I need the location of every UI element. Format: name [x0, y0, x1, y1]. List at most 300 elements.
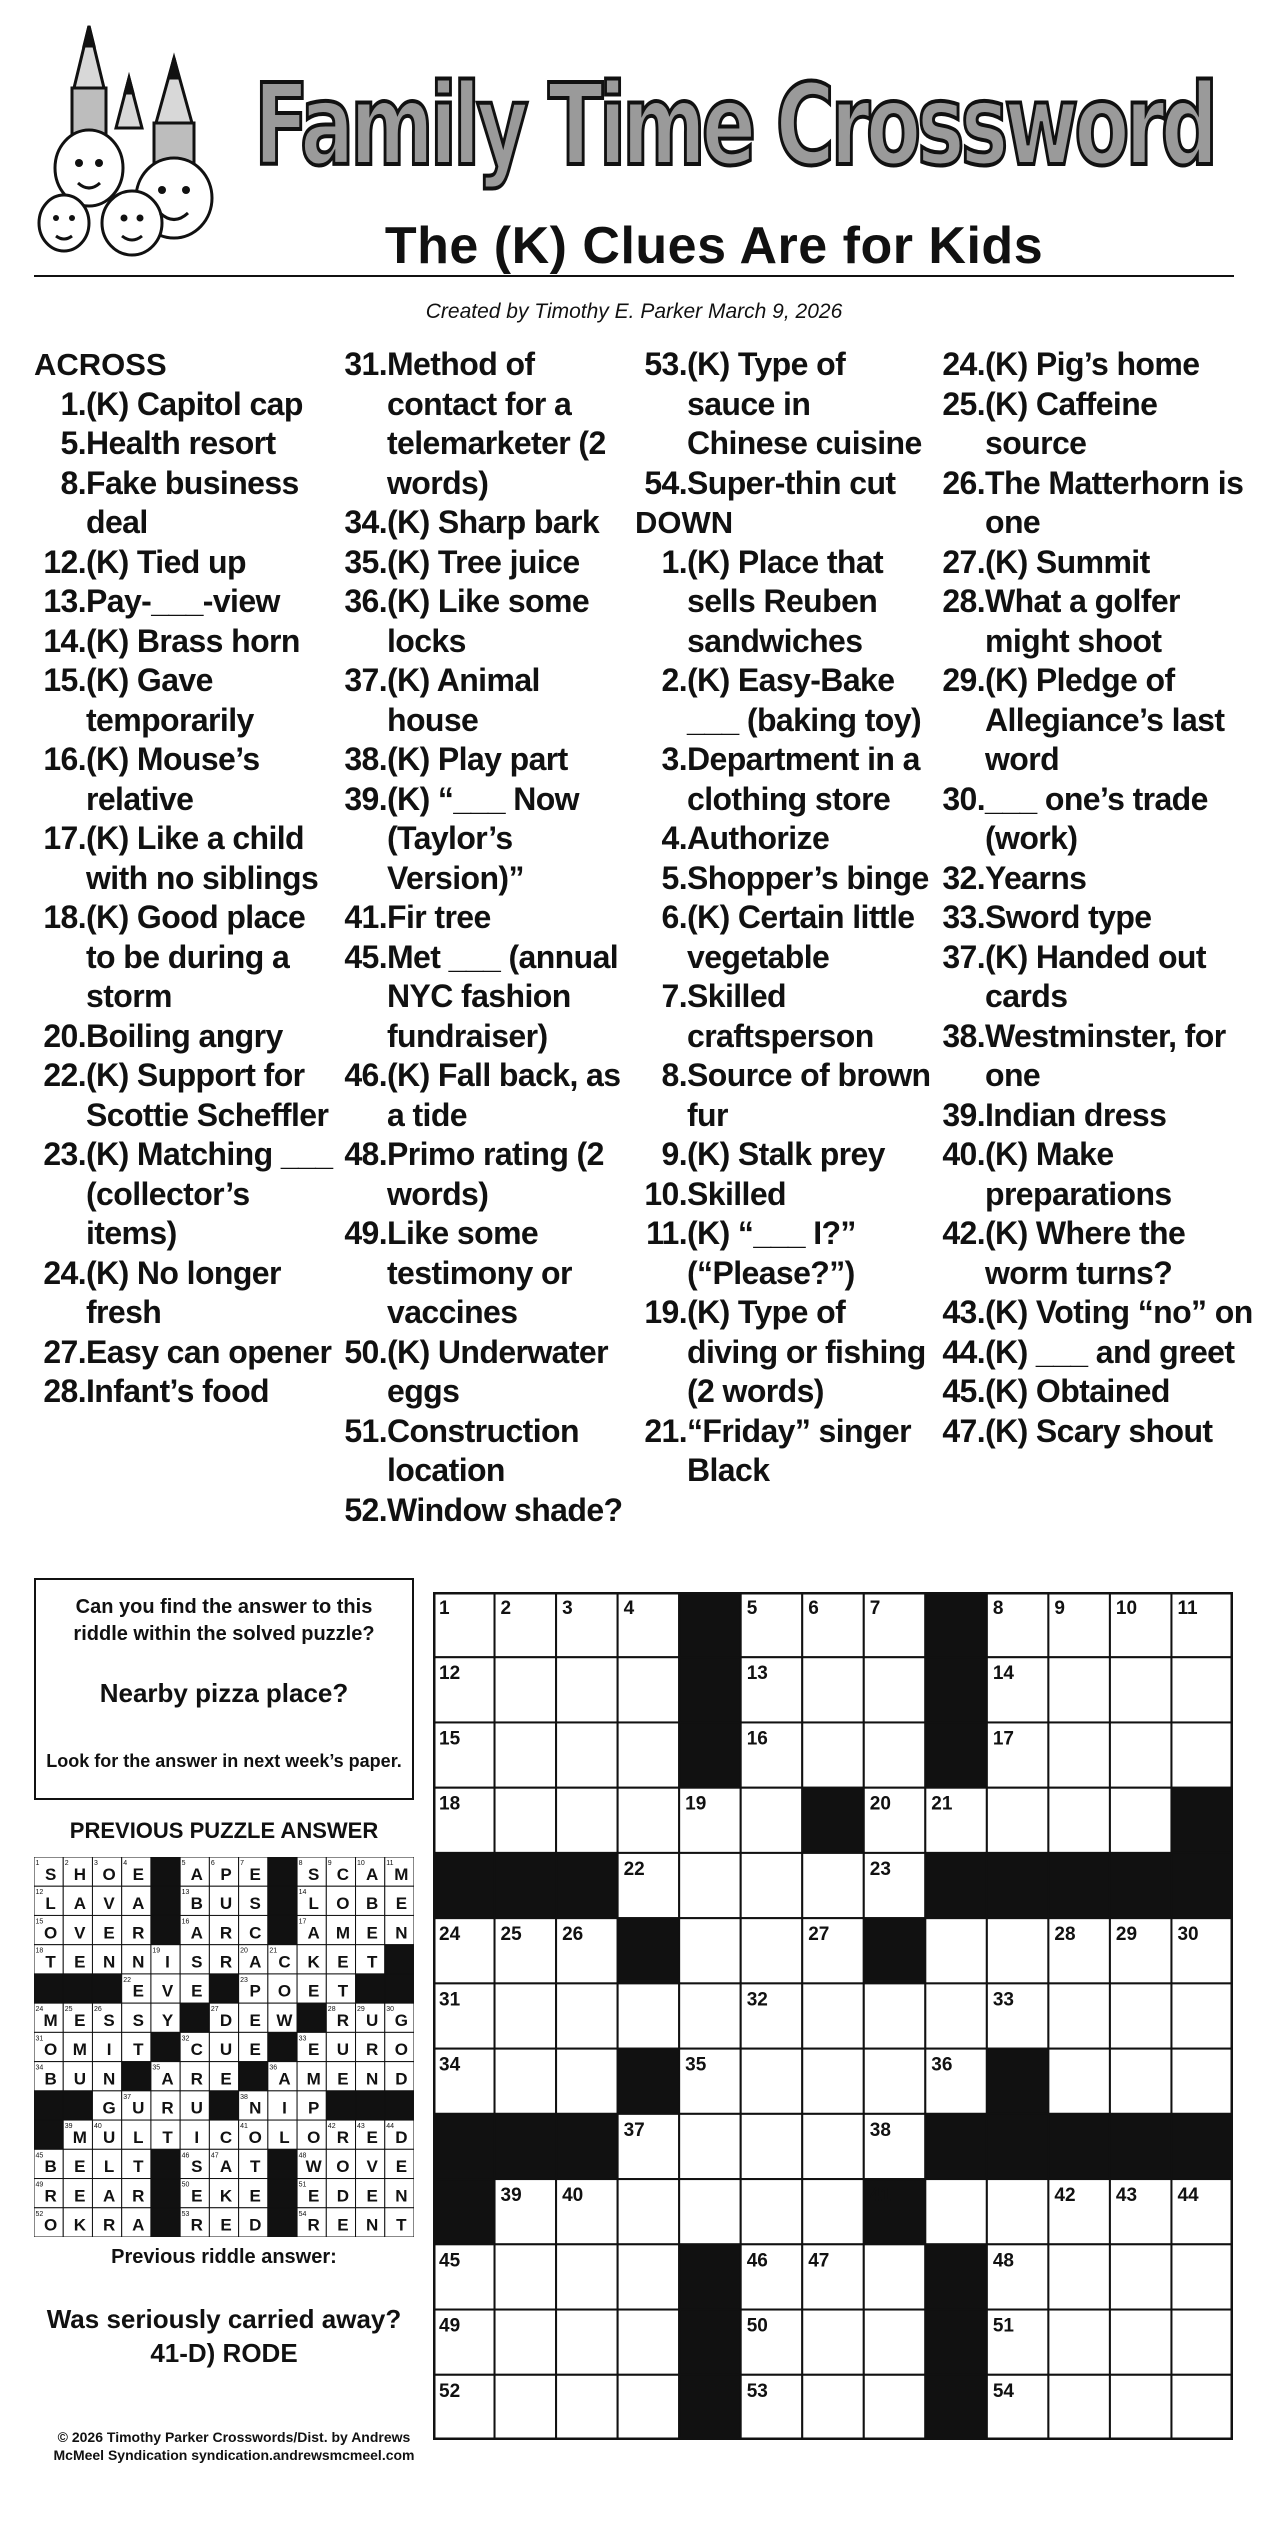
black-square [1110, 1853, 1172, 1918]
answer-letter: U [219, 2040, 233, 2060]
clue-number: 36. [344, 583, 387, 619]
answer-letter: E [191, 1981, 203, 2001]
grid-cell[interactable] [864, 1722, 926, 1787]
clue-number: 48. [344, 1136, 387, 1172]
clue [635, 1412, 935, 1491]
clue [933, 1096, 1253, 1136]
answer-letter: E [249, 2040, 261, 2060]
answer-letter: R [161, 2098, 174, 2118]
answer-black-square [268, 2149, 297, 2178]
black-square [679, 1657, 741, 1722]
answer-letter: E [395, 2157, 408, 2177]
grid-cell[interactable] [495, 2375, 557, 2440]
clue-text: Primo rating (2 words) [387, 1136, 604, 1212]
cell-number: 10 [1115, 1598, 1138, 1619]
clue-text: (K) Type of sauce in Chinese cuisine [687, 346, 922, 461]
answer-letter: Y [161, 2010, 174, 2030]
black-square [433, 1853, 495, 1918]
answer-cell-number: 53 [181, 2210, 190, 2218]
clue-text: Fir tree [387, 899, 491, 935]
clue-number: 51. [344, 1412, 387, 1449]
grid-cell[interactable] [1048, 1788, 1110, 1853]
cell-number: 49 [439, 2315, 461, 2337]
cell-number: 3 [562, 1598, 573, 1619]
answer-letter: D [336, 2186, 350, 2206]
clue-text: (K) Certain little vegetable [687, 899, 915, 975]
black-square [1110, 2114, 1172, 2179]
clue-text: (K) Pledge of Allegiance’s last word [985, 662, 1225, 777]
answer-letter: A [73, 1894, 86, 1914]
grid-cell[interactable] [618, 2375, 680, 2440]
grid-cell[interactable] [679, 1918, 741, 1983]
answer-cell-number: 20 [240, 1947, 248, 1955]
clue-text: Westminster, for one [985, 1017, 1226, 1093]
grid-cell[interactable] [1110, 2244, 1172, 2309]
clue-number: 42. [942, 1215, 985, 1251]
answer-letter: E [249, 2186, 261, 2206]
grid-cell[interactable] [556, 2049, 618, 2114]
byline: Created by Timothy E. Parker March 9, 2026 [425, 300, 843, 323]
answer-black-square [268, 1915, 297, 1944]
answer-letter: O [336, 1894, 350, 1914]
grid-cell[interactable] [556, 2244, 618, 2309]
answer-black-square [385, 1945, 414, 1974]
clue [34, 1254, 334, 1333]
riddle-text: Nearby pizza place? [99, 1678, 349, 1708]
grid-cell[interactable] [1171, 2049, 1233, 2114]
previous-riddle [34, 2302, 414, 2370]
clue [34, 543, 334, 583]
clue-number: 26. [942, 464, 985, 501]
clue-text: (K) Sharp bark [387, 504, 600, 540]
clue-number: 6. [661, 899, 687, 935]
grid-cell[interactable] [1110, 1983, 1172, 2048]
previous-answer-grid [34, 1857, 414, 2237]
grid-cell[interactable] [864, 2244, 926, 2309]
clue-text: The Matterhorn is one [985, 464, 1244, 540]
answer-cell-number: 3 [93, 1860, 98, 1867]
answer-cell-number: 43 [357, 2123, 365, 2131]
cell-number: 34 [439, 2054, 461, 2076]
clue-text: Source of brown fur [687, 1057, 931, 1133]
grid-cell[interactable] [802, 2049, 864, 2114]
clue-text: (K) Support for Scottie Scheffler [86, 1057, 329, 1133]
black-square [1171, 1853, 1233, 1918]
clue-number: 1. [661, 543, 687, 580]
clue-text: Fake business deal [86, 464, 299, 540]
clue [933, 1412, 1253, 1452]
answer-cell-number: 12 [35, 1889, 44, 1897]
grid-cell[interactable] [741, 2049, 803, 2114]
answer-cell-number: 38 [240, 2093, 248, 2101]
clue [933, 1333, 1253, 1373]
grid-cell[interactable] [556, 1983, 618, 2048]
grid-cell[interactable] [864, 2310, 926, 2375]
answer-black-square [356, 1974, 385, 2003]
clue [635, 1214, 935, 1293]
answer-letter: R [102, 2215, 116, 2235]
answer-letter: M [72, 2040, 87, 2060]
answer-letter: T [133, 2040, 144, 2060]
clue [34, 622, 334, 662]
answer-letter: S [191, 2157, 203, 2177]
clue-number: 14. [43, 622, 86, 659]
clue-text: Sword type [985, 899, 1152, 935]
answer-letter: O [307, 2127, 321, 2147]
grid-cell[interactable] [1110, 1657, 1172, 1722]
grid-cell[interactable] [1048, 2049, 1110, 2114]
grid-cell[interactable] [1171, 1983, 1233, 2048]
previous-answer-heading: PREVIOUS PUZZLE ANSWER [69, 1818, 379, 1843]
clue-text: Met ___ (annual NYC fashion fundraiser) [387, 938, 619, 1054]
answer-cell-number: 41 [240, 2123, 248, 2131]
answer-letter: M [43, 2010, 58, 2030]
grid-cell[interactable] [741, 2179, 803, 2244]
black-square [1048, 1853, 1110, 1918]
clue [34, 898, 334, 1017]
grid-cell[interactable] [864, 2375, 926, 2440]
grid-cell[interactable] [1110, 2375, 1172, 2440]
svg-text:Family Time Crossword: Family Time Crossword [254, 61, 1214, 191]
clue-text: Indian dress [985, 1096, 1167, 1133]
answer-black-square [122, 2062, 151, 2091]
answer-letter: E [337, 1952, 349, 1972]
clue [34, 661, 334, 740]
copyright: © 2026 Timothy Parker Crosswords/Dist. by Andrews McMeel Syndication syndication.andrewsmcmeel.com [53, 2429, 415, 2463]
clue-text: Construction location [387, 1412, 579, 1488]
grid-cell[interactable] [1048, 1983, 1110, 2048]
grid-cell[interactable] [864, 1983, 926, 2048]
clue [34, 740, 334, 819]
answer-letter: E [74, 2186, 86, 2206]
grid-cell[interactable] [495, 2244, 557, 2309]
grid-cell[interactable] [1048, 2244, 1110, 2309]
answer-black-square [268, 2032, 297, 2061]
grid-cell[interactable] [1171, 1657, 1233, 1722]
clue-text: (K) Matching ___ (collector’s items) [86, 1136, 333, 1251]
grid-cell[interactable] [618, 1788, 680, 1853]
clue-text: (K) “___ Now (Taylor’s Version)” [387, 780, 579, 896]
grid-cell[interactable] [802, 1722, 864, 1787]
clue [933, 1214, 1253, 1293]
cell-number: 23 [869, 1858, 891, 1880]
cell-number: 28 [1054, 1924, 1076, 1946]
clue-text: (K) Mouse’s relative [86, 741, 260, 817]
grid-cell[interactable] [1110, 1788, 1172, 1853]
clue [34, 1372, 334, 1412]
answer-letter: E [74, 1952, 86, 1972]
black-square [1048, 2114, 1110, 2179]
answer-letter: H [73, 1864, 86, 1884]
clue-text: Health resort [86, 425, 276, 461]
grid-cell[interactable] [802, 2375, 864, 2440]
answer-black-square [151, 2149, 180, 2178]
answer-cell-number: 26 [93, 2006, 102, 2014]
grid-cell[interactable] [802, 2310, 864, 2375]
grid-cell[interactable] [495, 1722, 557, 1787]
clue-number: 18. [43, 899, 86, 935]
clue-number: 41. [344, 899, 387, 935]
grid-cell[interactable] [741, 2114, 803, 2179]
black-square [679, 2375, 741, 2440]
cell-number: 15 [439, 1728, 461, 1750]
cell-number: 25 [500, 1924, 522, 1946]
clue [635, 1135, 935, 1175]
answer-letter: G [102, 2098, 116, 2118]
answer-letter: N [366, 2069, 379, 2089]
clue [933, 938, 1253, 1017]
grid-cell[interactable] [1171, 2310, 1233, 2375]
grid-cell[interactable] [741, 1853, 803, 1918]
answer-letter: L [279, 2127, 290, 2147]
answer-cell-number: 16 [181, 1918, 190, 1926]
grid-cell[interactable] [495, 2049, 557, 2114]
clue [933, 1293, 1253, 1333]
clue-text: Yearns [985, 859, 1087, 896]
grid-cell[interactable] [1048, 2310, 1110, 2375]
answer-letter: O [44, 2040, 58, 2060]
clue [34, 582, 334, 622]
clue-number: 19. [644, 1294, 687, 1330]
grid-cell[interactable] [618, 1983, 680, 2048]
answer-letter: A [190, 1923, 203, 1943]
clue-text: (K) Like some locks [387, 583, 590, 659]
answer-letter: O [44, 1923, 58, 1943]
grid-cell[interactable] [556, 1657, 618, 1722]
grid-cell[interactable] [1171, 2375, 1233, 2440]
answer-letter: A [132, 2215, 145, 2235]
black-square [679, 2244, 741, 2309]
answer-cell-number: 30 [386, 2006, 395, 2014]
cell-number: 54 [992, 2380, 1014, 2402]
grid-cell[interactable] [802, 2114, 864, 2179]
header [34, 18, 1234, 280]
answer-letter: T [396, 2215, 407, 2235]
answer-letter: A [366, 1864, 379, 1884]
answer-letter: A [219, 2157, 233, 2177]
clue-number: 8. [661, 1057, 687, 1093]
black-square [925, 2244, 987, 2309]
grid-cell[interactable] [618, 1722, 680, 1787]
clue-column-3 [635, 345, 935, 1491]
answer-letter: P [220, 1864, 232, 1884]
clue-text: Like some testimony or vaccines [387, 1215, 572, 1330]
clue [335, 1333, 635, 1412]
clue-number: 10. [644, 1175, 687, 1212]
answer-letter: A [307, 1923, 320, 1943]
clue-number: 38. [344, 741, 387, 777]
grid-cell[interactable] [495, 2310, 557, 2375]
grid-cell[interactable] [987, 2179, 1049, 2244]
cell-number: 35 [685, 2054, 707, 2076]
clue [635, 898, 935, 977]
clue [335, 543, 635, 583]
answer-letter: U [219, 1894, 233, 1914]
answer-letter: E [308, 1981, 320, 2001]
grid-cell[interactable] [802, 1853, 864, 1918]
grid-cell[interactable] [987, 1788, 1049, 1853]
answer-black-square [34, 1974, 63, 2003]
clue-number: 17. [43, 820, 86, 856]
answer-black-square [268, 1886, 297, 1915]
grid-cell[interactable] [495, 1788, 557, 1853]
answer-letter: M [72, 2127, 87, 2147]
clue-column-2 [335, 345, 635, 1530]
answer-letter: M [306, 2069, 321, 2089]
answer-letter: K [73, 2215, 86, 2235]
grid-cell[interactable] [495, 1657, 557, 1722]
cell-number: 20 [869, 1793, 891, 1815]
clue-number: 49. [344, 1215, 387, 1251]
answer-cell-number: 24 [35, 2006, 44, 2014]
clue-number: 4. [661, 820, 687, 856]
grid-cell[interactable] [925, 1918, 987, 1983]
clue-number: 20. [43, 1017, 86, 1054]
answer-letter: A [102, 2186, 116, 2206]
black-square [925, 2375, 987, 2440]
answer-cell-number: 31 [35, 2035, 44, 2043]
black-square [679, 1592, 741, 1657]
answer-letter: E [74, 2010, 86, 2030]
answer-cell-number: 36 [269, 2064, 278, 2072]
answer-cell-number: 50 [181, 2181, 190, 2189]
answer-letter: R [190, 2215, 203, 2235]
cell-number: 6 [808, 1598, 819, 1619]
grid-cell[interactable] [864, 1657, 926, 1722]
answer-letter: N [102, 2069, 116, 2089]
black-square [1171, 1788, 1233, 1853]
grid-cell[interactable] [679, 1853, 741, 1918]
answer-letter: E [103, 1923, 115, 1943]
grid-cell[interactable] [925, 1983, 987, 2048]
answer-letter: R [132, 1923, 145, 1943]
grid-cell[interactable] [679, 2114, 741, 2179]
grid-cell[interactable] [987, 1918, 1049, 1983]
grid-cell[interactable] [1171, 2244, 1233, 2309]
grid-cell[interactable] [1110, 2310, 1172, 2375]
answer-letter: E [249, 2010, 261, 2030]
clue-number: 5. [661, 859, 687, 896]
across-heading: ACROSS [34, 347, 167, 382]
grid-cell[interactable] [556, 1722, 618, 1787]
black-square [925, 2310, 987, 2375]
answer-cell-number: 10 [357, 1860, 365, 1867]
cell-number: 17 [992, 1728, 1014, 1750]
cell-number: 2 [500, 1598, 512, 1619]
grid-cell[interactable] [1048, 1657, 1110, 1722]
clue-number: 13. [43, 583, 86, 619]
answer-letter: I [165, 1952, 170, 1972]
answer-cell-number: 37 [123, 2093, 131, 2101]
grid-cell[interactable] [618, 2179, 680, 2244]
answer-cell-number: 47 [210, 2152, 219, 2160]
answer-cell-number: 6 [210, 1860, 215, 1867]
answer-letter: B [44, 2157, 57, 2177]
cell-number: 45 [439, 2250, 461, 2272]
answer-cell-number: 5 [181, 1860, 186, 1867]
grid-cell[interactable] [1171, 1722, 1233, 1787]
clue-number: 28. [942, 583, 985, 619]
grid-cell[interactable] [802, 2179, 864, 2244]
grid-cell[interactable] [1110, 2049, 1172, 2114]
grid-cell[interactable] [556, 1788, 618, 1853]
grid-cell[interactable] [1048, 1722, 1110, 1787]
clue-number: 37. [344, 662, 387, 698]
pencil-mascots-illustration [34, 18, 244, 280]
clue [34, 1135, 334, 1254]
black-square [925, 1722, 987, 1787]
grid-cell[interactable] [925, 2179, 987, 2244]
answer-letter: T [133, 2157, 144, 2177]
answer-letter: D [395, 2069, 408, 2089]
answer-black-square [239, 2062, 268, 2091]
grid-cell[interactable] [618, 1657, 680, 1722]
clue-number: 2. [661, 662, 687, 698]
clue [34, 1056, 334, 1135]
grid-cell[interactable] [802, 1657, 864, 1722]
grid-cell[interactable] [679, 2179, 741, 2244]
answer-letter: L [308, 1894, 319, 1914]
cell-number: 36 [931, 2054, 953, 2076]
clue-number: 5. [60, 425, 86, 461]
black-square [495, 2114, 557, 2179]
clue [335, 740, 635, 780]
cell-number: 11 [1177, 1598, 1198, 1619]
clue [933, 661, 1253, 780]
grid-cell[interactable] [1110, 1722, 1172, 1787]
answer-cell-number: 11 [386, 1860, 394, 1867]
clue-number: 31. [344, 346, 387, 382]
clue-number: 25. [942, 385, 985, 422]
clue-text: Shopper’s binge [687, 859, 929, 896]
clue-number: 21. [644, 1412, 687, 1449]
grid-cell[interactable] [495, 1983, 557, 2048]
answer-letter: K [219, 2186, 233, 2206]
clue-text: Skilled craftsperson [687, 978, 874, 1054]
answer-letter: O [336, 2157, 350, 2177]
answer-letter: L [133, 2127, 144, 2147]
clue-number: 1. [60, 385, 86, 422]
cell-number: 8 [992, 1598, 1004, 1619]
clue-number: 53. [644, 346, 687, 382]
grid-cell[interactable] [1048, 2375, 1110, 2440]
grid-cell[interactable] [864, 2049, 926, 2114]
answer-letter: N [395, 2186, 408, 2206]
answer-black-square [92, 1974, 121, 2003]
previous-riddle-label: Previous riddle answer: [111, 2246, 337, 2268]
black-square [987, 2049, 1049, 2114]
grid-cell[interactable] [556, 2310, 618, 2375]
clue-text: Pay-___-view [86, 583, 280, 619]
clue-number: 16. [43, 741, 86, 777]
answer-letter: O [44, 2215, 58, 2235]
grid-cell[interactable] [802, 1983, 864, 2048]
answer-cell-number: 34 [35, 2064, 44, 2072]
answer-black-square [297, 2003, 326, 2032]
grid-cell[interactable] [618, 2244, 680, 2309]
grid-cell[interactable] [556, 2375, 618, 2440]
answer-black-square [63, 1974, 92, 2003]
answer-letter: P [249, 1981, 261, 2001]
answer-cell-number: 42 [327, 2123, 336, 2131]
answer-black-square [34, 2120, 63, 2149]
grid-cell[interactable] [679, 1983, 741, 2048]
grid-cell[interactable] [618, 2310, 680, 2375]
cell-number: 30 [1177, 1924, 1199, 1946]
clue [335, 582, 635, 661]
grid-cell[interactable] [741, 1788, 803, 1853]
grid-cell[interactable] [741, 1918, 803, 1983]
